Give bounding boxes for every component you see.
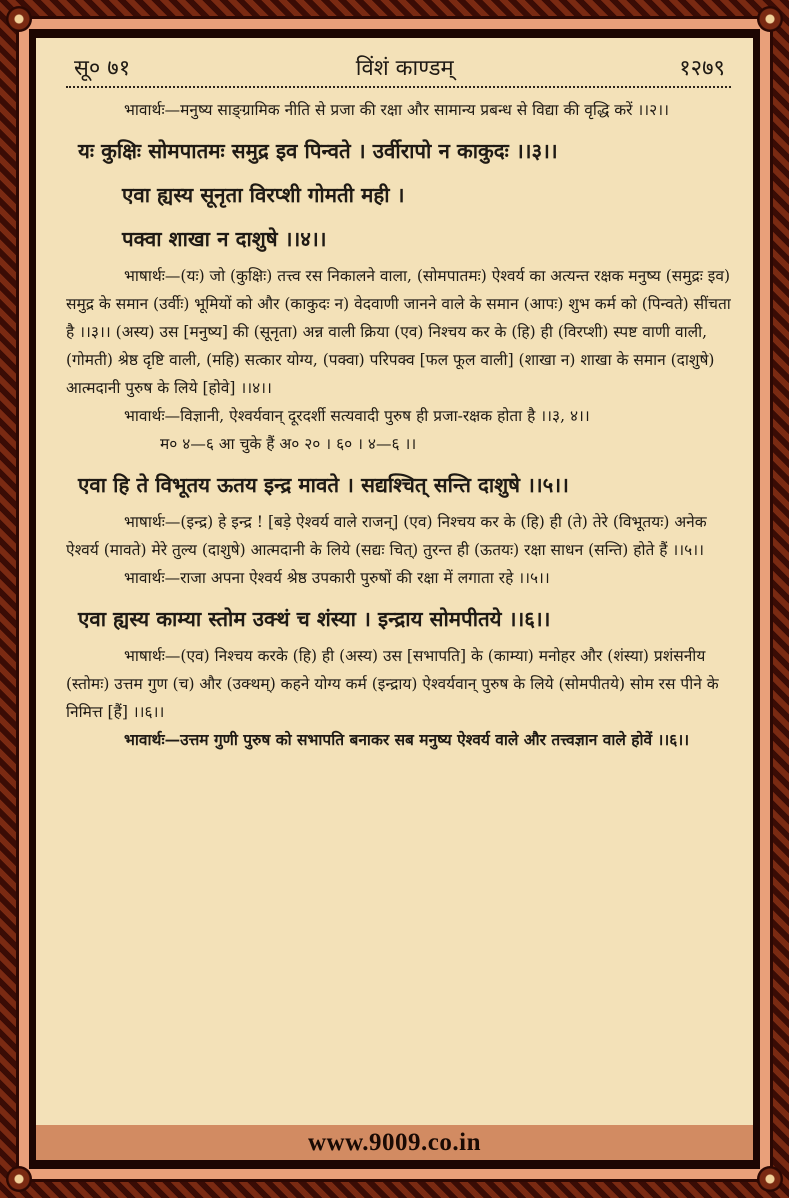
corner-ornament: [6, 1166, 32, 1192]
bhavartha-3-4: भावार्थः—विज्ञानी, ऐश्वर्यवान् दूरदर्शी सत्यवादी पुरुष ही प्रजा-रक्षक होता है ।।३, ४।।: [124, 407, 590, 425]
bhavartha-5: भावार्थः—राजा अपना ऐश्वर्य श्रेष्ठ उपकारी पुरुषों की रक्षा में लगाता रहे ।।५।।: [124, 569, 550, 587]
website-footer: www.9009.co.in: [36, 1125, 753, 1160]
bhavartha-2: भावार्थः—मनुष्य साङ्ग्रामिक नीति से प्रजा की रक्षा और सामान्य प्रबन्ध से विद्या की वृद्धि करें ।।२।।: [124, 101, 669, 119]
mantra-5: एवा हि ते विभूतय ऊतय इन्द्र मावते । सद्यश्चित् सन्ति दाशुषे ।।५।।: [78, 473, 569, 497]
bhashartha-5: भाषार्थः—(इन्द्र) हे इन्द्र ! [बड़े ऐश्वर्य वाले राजन्] (एव) निश्चय कर के (हि) ही (ते) तेरे (विभूतयः) अनेक ऐश्वर्य (मावते) मेरे तुल्य (दाशुषे) आत्मदानी के लिये (सद्यः चित्) तुरन्त ही (ऊतयः) रक्षा साधन (सन्ति) होते हैं ।।५।।: [66, 513, 707, 559]
corner-ornament: [757, 1166, 783, 1192]
page-header: [66, 52, 731, 88]
sukta-number: सू० ७१: [74, 56, 131, 81]
bhashartha-3-4: भाषार्थः—(यः) जो (कुक्षिः) तत्त्व रस निकालने वाला, (सोमपातमः) ऐश्वर्य का अत्यन्त रक्षक मनुष्य (समुद्रः इव) समुद्र के समान (उर्वीः) भूमियों को और (काकुदः न) वेदवाणी जानने वाले के समान (आपः) शुभ कर्म को (पिन्वते) सींचता है ।।३।। (अस्य) उस [मनुष्य] की (सूनृता) अन्न वाली क्रिया (एव) निश्चय कर के (हि) ही (विरप्शी) स्पष्ट वाणी वाली, (गोमती) श्रेष्ठ दृष्टि वाली, (महि) सत्कार योग्य, (पक्वा) परिपक्व [फल फूल वाली] (शाखा न) शाखा के समान (दाशुषे) आत्मदानी पुरुष के लिये [होवे] ।।४।।: [66, 267, 731, 397]
scripture-page: [36, 38, 753, 1160]
mantra-4-line1: एवा ह्यस्य सूनृता विरप्शी गोमती मही ।: [122, 183, 405, 207]
mantra-3: यः कुक्षिः सोमपातमः समुद्र इव पिन्वते । उर्वीरापो न काकुदः ।।३।।: [78, 139, 558, 163]
corner-ornament: [6, 6, 32, 32]
page-number: १२७९: [679, 56, 725, 81]
cross-reference: म० ४—६ आ चुके हैं अ० २० । ६० । ४—६ ।।: [160, 435, 417, 453]
kanda-title: विंशं काण्डम्: [355, 56, 454, 81]
bhashartha-6: भाषार्थः—(एव) निश्चय करके (हि) ही (अस्य) उस [सभापति] के (काम्या) मनोहर और (शंस्या) प्रशंसनीय (स्तोमः) उत्तम गुण (च) और (उक्थम्) कहने योग्य कर्म (इन्द्राय) ऐश्वर्यवान् पुरुष के लिये (सोमपीतये) सोम रस पीने के निमित्त [हैं] ।।६।।: [66, 647, 719, 721]
mantra-6: एवा ह्यस्य काम्या स्तोम उक्थं च शंस्या । इन्द्राय सोमपीतये ।।६।।: [78, 607, 551, 631]
bhavartha-6: भावार्थः—उत्तम गुणी पुरुष को सभापति बनाकर सब मनुष्य ऐश्वर्य वाले और तत्त्वज्ञान वाले होवें ।।६।।: [124, 730, 690, 749]
mantra-4-line2: पक्वा शाखा न दाशुषे ।।४।।: [122, 227, 327, 251]
corner-ornament: [757, 6, 783, 32]
